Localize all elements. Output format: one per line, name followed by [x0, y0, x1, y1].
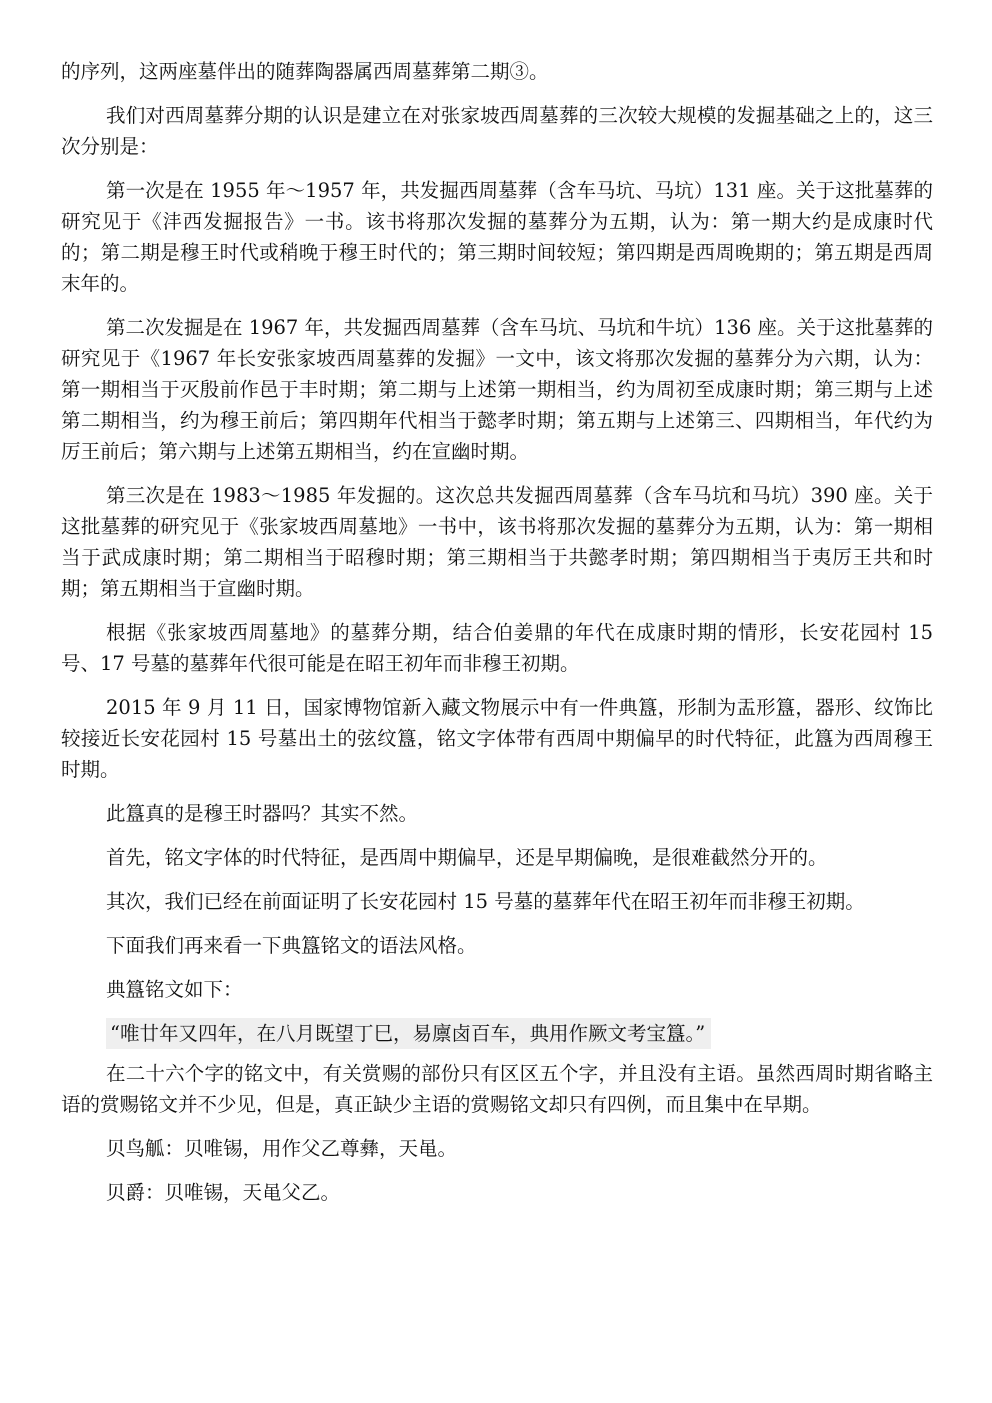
paragraph: 2015 年 9 月 11 日，国家博物馆新入藏文物展示中有一件典簋，形制为盂形簋，器形、纹饰比较接近长安花园村 15 号墓出土的弦纹簋，铭文字体带有西周中期偏早的时代特征，此簋为西周穆王时期。 — [61, 696, 933, 781]
inscription-quote-block — [61, 1018, 933, 1049]
paragraph: 在二十六个字的铭文中，有关赏赐的部份只有区区五个字，并且没有主语。虽然西周时期省略主语的赏赐铭文并不少见，但是，真正缺少主语的赏赐铭文却只有四例，而且集中在早期。 — [61, 1062, 933, 1116]
document-page — [61, 56, 933, 1221]
inscription-quote: “唯廿年又四年，在八月既望丁巳，易廪卤百车，典用作厥文考宝簋。” — [106, 1018, 711, 1049]
paragraph: 我们对西周墓葬分期的认识是建立在对张家坡西周墓葬的三次较大规模的发掘基础之上的，这三次分别是： — [61, 104, 933, 158]
paragraph: 其次，我们已经在前面证明了长安花园村 15 号墓的墓葬年代在昭王初年而非穆王初期。 — [106, 890, 865, 913]
paragraph: 第三次是在 1983～1985 年发掘的。这次总共发掘西周墓葬（含车马坑和马坑）390 座。关于这批墓葬的研究见于《张家坡西周墓地》一书中，该书将那次发掘的墓葬分为五期，认为：第一期相当于武成康时期；第二期相当于昭穆时期；第三期相当于共懿孝时期；第四期相当于夷厉王共和时期；第五期相当于宣幽时期。 — [61, 484, 933, 600]
paragraph: 下面我们再来看一下典簋铭文的语法风格。 — [106, 934, 477, 957]
paragraph: 贝爵：贝唯锡，天黾父乙。 — [106, 1181, 341, 1204]
paragraph: 典簋铭文如下： — [106, 978, 243, 1001]
paragraph: 此簋真的是穆王时器吗？其实不然。 — [106, 802, 419, 825]
paragraph: 第一次是在 1955 年～1957 年，共发掘西周墓葬（含车马坑、马坑）131 座。关于这批墓葬的研究见于《沣西发掘报告》一书。该书将那次发掘的墓葬分为五期，认为：第一期大约是成康时代的；第二期是穆王时代或稍晚于穆王时代的；第三期时间较短；第四期是西周晚期的；第五期是西周末年的。 — [61, 179, 933, 295]
paragraph: 首先，铭文字体的时代特征，是西周中期偏早，还是早期偏晚，是很难截然分开的。 — [106, 846, 828, 869]
paragraph: 第二次发掘是在 1967 年，共发掘西周墓葬（含车马坑、马坑和牛坑）136 座。关于这批墓葬的研究见于《1967 年长安张家坡西周墓葬的发掘》一文中，该文将那次发掘的墓葬分为六期，认为：第一期相当于灭殷前作邑于丰时期；第二期与上述第一期相当，约为周初至成康时期；第三期与上述第二期相当，约为穆王前后；第四期年代相当于懿孝时期；第五期与上述第三、四期相当，年代约为厉王前后；第六期与上述第五期相当，约在宣幽时期。 — [61, 316, 933, 463]
paragraph: 根据《张家坡西周墓地》的墓葬分期，结合伯姜鼎的年代在成康时期的情形，长安花园村 15 号、17 号墓的墓葬年代很可能是在昭王初年而非穆王初期。 — [61, 621, 933, 675]
paragraph: 贝鸟觚：贝唯锡，用作父乙尊彝，天黾。 — [106, 1137, 458, 1160]
paragraph: 的序列，这两座墓伴出的随葬陶器属西周墓葬第二期③。 — [61, 60, 549, 83]
